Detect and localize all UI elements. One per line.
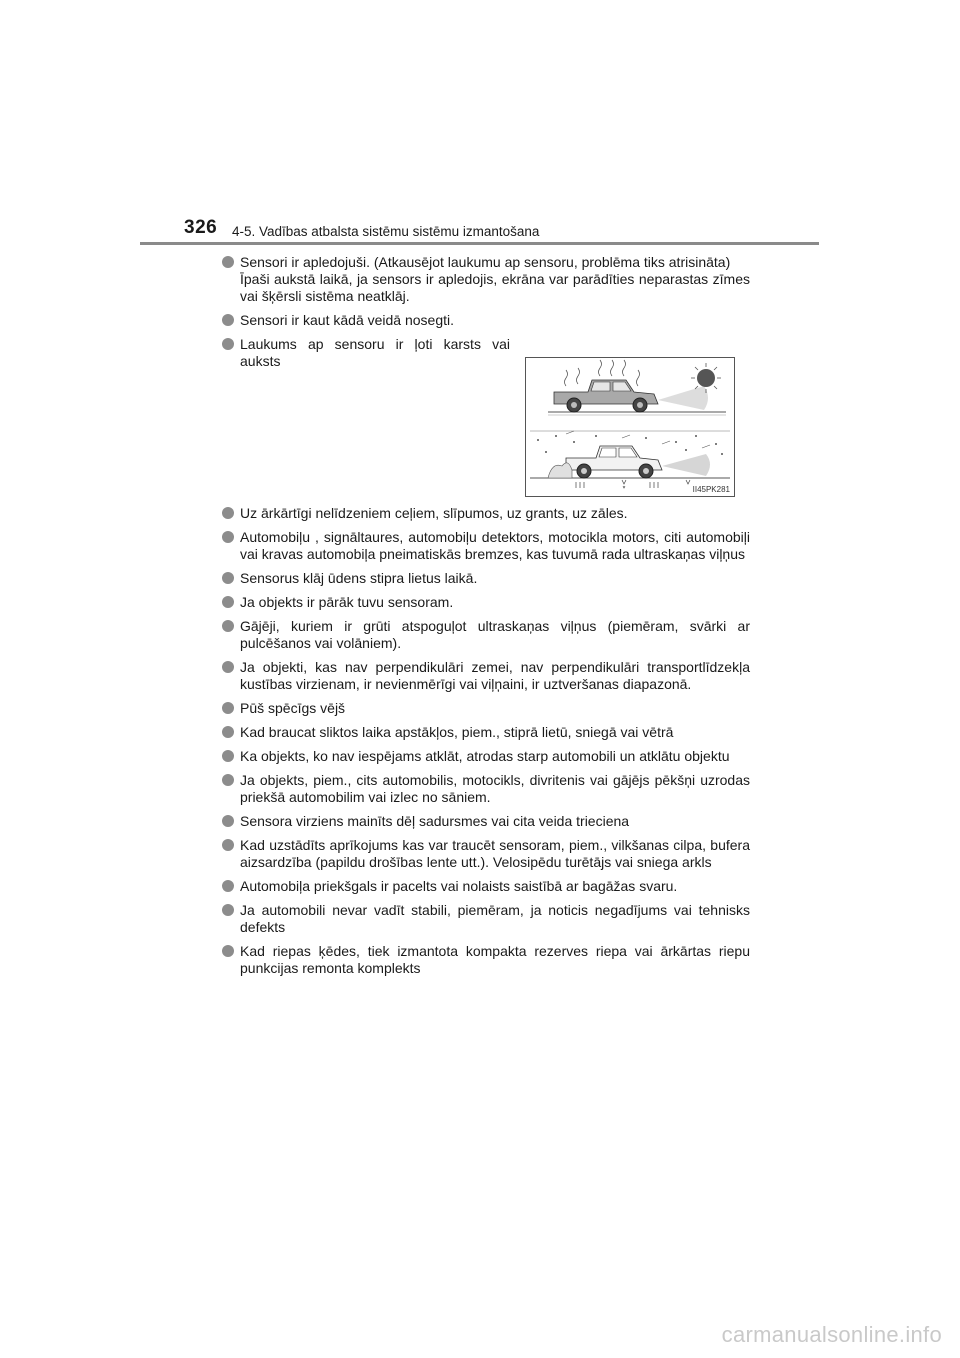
list-item-text: Ja objekts ir pārāk tuvu sensoram.: [240, 594, 454, 610]
list-item: [222, 837, 750, 871]
list-item-text: Sensora virziens mainīts dēļ sadursmes vai cita veida trieciena: [240, 813, 630, 829]
bullet-icon: [222, 945, 234, 957]
list-item-text: Automobiļa priekšgals ir pacelts vai nolaists saistībā ar bagāžas svaru.: [240, 878, 678, 894]
bullet-icon: [222, 815, 234, 827]
list-item-text: Pūš spēcīgs vējš: [240, 700, 346, 716]
pickup-truck-hot-weather-icon: [548, 360, 726, 415]
list-item-text: Ja objekts, piem., cits automobilis, motocikls, divritenis vai gājējs pēkšņi uzrodas priekšā automobilim vai izlec no sāniem.: [240, 772, 750, 805]
page-number: 326: [184, 217, 218, 238]
list-item: [222, 594, 750, 611]
list-item: [222, 878, 750, 895]
list-item: [222, 813, 750, 830]
list-item-text: Uz ārkārtīgi nelīdzeniem ceļiem, slīpumos, uz grants, uz zāles.: [240, 505, 628, 521]
bullet-icon: [222, 726, 234, 738]
list-item-text: Sensori ir apledojuši. (Atkausējot laukumu ap sensoru, problēma tiks atrisināta): [240, 254, 731, 270]
pickup-truck-snow-icon: [530, 431, 730, 488]
section-title: 4-5. Vadības atbalsta sistēmu sistēmu izmantošana: [232, 224, 540, 239]
list-item: [222, 529, 750, 563]
bullet-icon: [222, 661, 234, 673]
list-item: [222, 724, 750, 741]
list-item: [222, 700, 750, 717]
list-item-text: Kad braucat sliktos laika apstākļos, piem., stiprā lietū, sniegā vai vētrā: [240, 724, 674, 740]
bullet-icon: [222, 620, 234, 632]
list-item: [222, 254, 750, 305]
list-item: [222, 772, 750, 806]
list-item: [222, 659, 750, 693]
list-item-text: Automobiļu , signāltaures, automobiļu detektors, motocikla motors, citi automobiļi vai kravas automobiļa pneimatiskās bremzes, kas tuvumā rada ultraskaņas viļņus: [240, 529, 750, 562]
list-item-text: Kad riepas ķēdes, tiek izmantota kompakta rezerves riepa vai ārkārtas riepu punkcijas remonta komplekts: [240, 943, 750, 976]
watermark: carmanualsonline.info: [721, 1322, 942, 1347]
header-divider: [140, 242, 819, 245]
bullet-icon: [222, 531, 234, 543]
list-item-text: Kad uzstādīts aprīkojums kas var traucēt sensoram, piem., vilkšanas cilpa, bufera aizsardzība (papildu drošības lente utt.). Velosipēdu turētājs vai sniega arkls: [240, 837, 750, 870]
bullet-icon: [222, 904, 234, 916]
list-item-subtext: Īpaši aukstā laikā, ja sensors ir apledojis, ekrāna var parādīties neparastas zīmes vai šķērsli sistēma neatklāj.: [240, 271, 750, 304]
list-item: [222, 570, 750, 587]
list-item: [222, 618, 750, 652]
list-item-text: Ja automobili nevar vadīt stabili, piemēram, ja noticis negadījums vai tehnisks defekts: [240, 902, 750, 935]
list-item-text: Gājēji, kuriem ir grūti atspoguļot ultraskaņas viļņus (piemēram, svārki ar pulcēšanos vai volāniem).: [240, 618, 750, 651]
list-item: [222, 902, 750, 936]
bullet-icon: [222, 256, 234, 268]
bullet-icon: [222, 572, 234, 584]
list-item-text: Sensori ir kaut kādā veidā nosegti.: [240, 312, 455, 328]
bullet-icon: [222, 880, 234, 892]
page-header: [0, 0, 960, 250]
list-item: [222, 505, 750, 522]
list-item-text: Ka objekts, ko nav iespējams atklāt, atrodas starp automobili un atklātu objektu: [240, 748, 730, 764]
figure-code: II45PK281: [692, 485, 730, 494]
bullet-icon: [222, 507, 234, 519]
bullet-icon: [222, 774, 234, 786]
list-item: [222, 748, 750, 765]
bullet-icon: [222, 338, 234, 350]
list-item-text: Ja objekti, kas nav perpendikulāri zemei, nav perpendikulāri transportlīdzekļa kustības virzienam, ir nevienmērīgi vai viļņaini, ir uztveršanas diapazonā.: [240, 659, 750, 692]
bullet-icon: [222, 750, 234, 762]
bullet-icon: [222, 839, 234, 851]
list-item: [222, 312, 750, 329]
list-item-text: Sensorus klāj ūdens stipra lietus laikā.: [240, 570, 478, 586]
list-item-text: Laukums ap sensoru ir ļoti karsts vai auksts: [240, 336, 510, 369]
bullet-icon: [222, 702, 234, 714]
sensor-conditions-illustration: [525, 357, 735, 497]
list-item: [222, 943, 750, 977]
bullet-icon: [222, 596, 234, 608]
bullet-icon: [222, 314, 234, 326]
